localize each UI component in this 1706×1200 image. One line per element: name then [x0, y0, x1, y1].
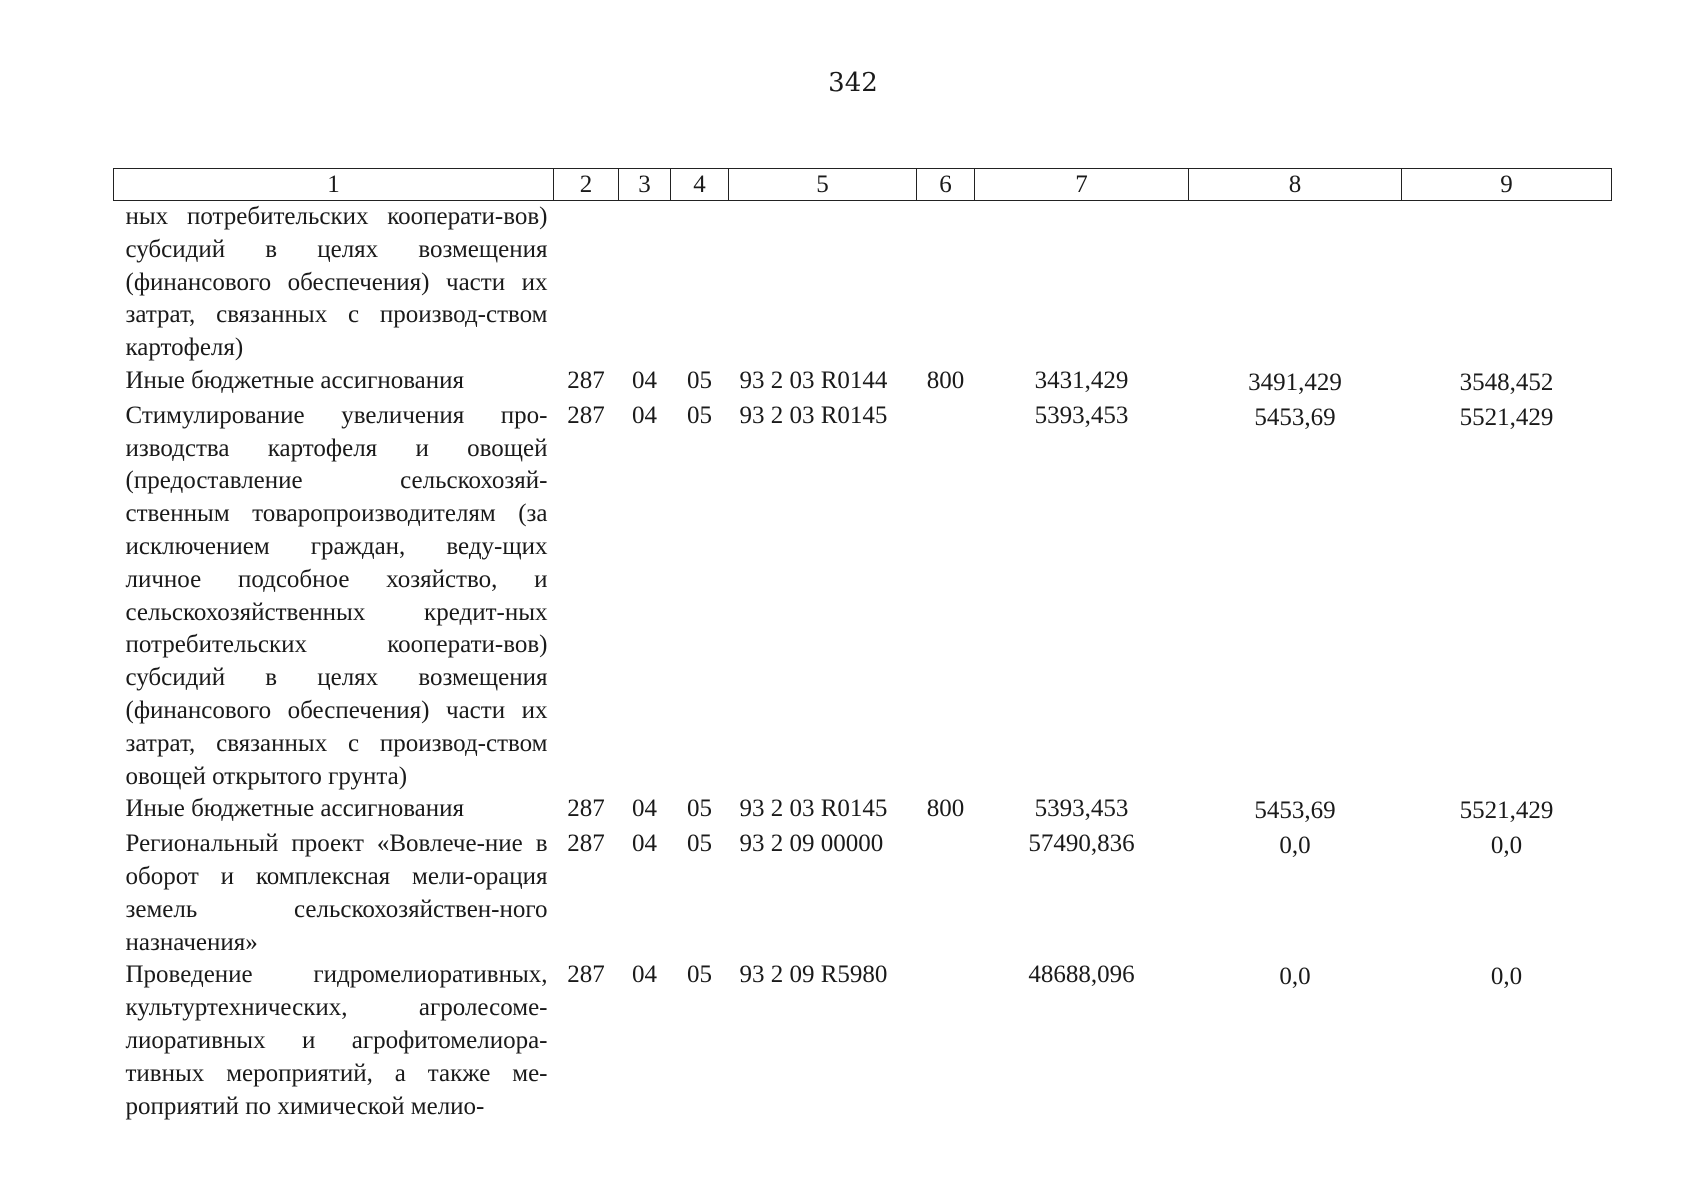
cell-col-7 [975, 201, 1189, 365]
cell-col-3: 04 [632, 830, 657, 858]
cell-col-5: 93 2 09 R5980 [739, 961, 888, 989]
cell-col-4 [671, 201, 729, 365]
row-name: Региональный проект «Вовлече-ние в оборот и комплексная мели-орация земель сельскохозяйствен-ного назначения» [125, 830, 548, 956]
row-name: ных потребительских кооперати-вов) субсидий в целях возмещения (финансового обеспечения) части их затрат, связанных с производ-ством картофеля) [125, 203, 548, 362]
cell-col-2: 287 [567, 961, 605, 989]
column-header-2: 2 [554, 169, 619, 201]
cell-col-4: 05 [687, 401, 712, 429]
cell-col-3 [619, 201, 671, 365]
column-header-8: 8 [1189, 169, 1402, 201]
cell-col-7: 5393,453 [1034, 401, 1129, 429]
budget-table [113, 168, 1612, 1123]
row-name: Иные бюджетные ассигнования [125, 795, 465, 823]
column-header-9: 9 [1402, 169, 1612, 201]
table-row [114, 828, 1612, 959]
cell-col-2: 287 [567, 795, 605, 823]
table-header [114, 169, 1612, 201]
cell-col-8: 0,0 [1279, 963, 1311, 991]
cell-col-8: 0,0 [1279, 832, 1311, 860]
cell-col-9: 5521,429 [1459, 797, 1554, 825]
column-header-7: 7 [975, 169, 1189, 201]
cell-col-3: 04 [632, 961, 657, 989]
row-name: Иные бюджетные ассигнования [125, 366, 465, 394]
cell-col-6: 800 [926, 795, 965, 823]
cell-col-6: 800 [926, 366, 965, 394]
cell-col-3: 04 [632, 366, 657, 394]
column-header-4: 4 [671, 169, 729, 201]
table-row [114, 400, 1612, 794]
cell-col-5: 93 2 03 R0144 [739, 366, 888, 394]
cell-col-3: 04 [632, 401, 657, 429]
cell-col-3: 04 [632, 795, 657, 823]
cell-col-2: 287 [567, 366, 605, 394]
column-header-3: 3 [619, 169, 671, 201]
row-name: Стимулирование увеличения про-изводства картофеля и овощей (предоставление сельскохозяй-ственным товаропроизводителям (за исключением граждан, веду-щих личное подсобное хозяйство, и сельскохозяйственных кредит-ных потребительских кооперати-вов) субсидий в целях возмещения (финансового обеспечения) части их затрат, связанных с производ-ством овощей открытого грунта) [125, 401, 548, 790]
table-row [114, 201, 1612, 365]
cell-col-4: 05 [687, 795, 712, 823]
table-row [114, 959, 1612, 1123]
cell-col-8: 5453,69 [1254, 403, 1336, 431]
cell-col-8: 5453,69 [1254, 797, 1336, 825]
cell-col-5: 93 2 03 R0145 [739, 401, 888, 429]
column-header-5: 5 [729, 169, 917, 201]
cell-col-9 [1402, 201, 1612, 365]
cell-col-5 [729, 201, 917, 365]
header-row [114, 169, 1612, 201]
cell-col-7: 3431,429 [1034, 366, 1129, 394]
cell-col-8 [1189, 201, 1402, 365]
page-number: 342 [828, 68, 878, 98]
cell-col-4: 05 [687, 366, 712, 394]
cell-col-2: 287 [567, 401, 605, 429]
cell-col-5: 93 2 09 00000 [739, 830, 884, 858]
column-header-6: 6 [917, 169, 975, 201]
row-name: Проведение гидромелиоративных, культуртехнических, агролесоме-лиоративных и агрофитомелиора-тивных мероприятий, а также ме-роприятий по химической мелио- [125, 961, 548, 1120]
cell-col-9: 5521,429 [1459, 403, 1554, 431]
cell-col-9: 3548,452 [1459, 368, 1554, 396]
table-row [114, 793, 1612, 828]
table-body [114, 201, 1612, 1124]
cell-col-2: 287 [567, 830, 605, 858]
cell-col-7: 48688,096 [1028, 961, 1135, 989]
table-row [114, 365, 1612, 400]
cell-col-7: 57490,836 [1028, 830, 1135, 858]
cell-col-4: 05 [687, 830, 712, 858]
column-header-1: 1 [114, 169, 554, 201]
cell-col-6 [917, 959, 975, 1123]
cell-col-8: 3491,429 [1248, 368, 1342, 396]
cell-col-9: 0,0 [1490, 963, 1523, 991]
cell-col-4: 05 [687, 961, 712, 989]
cell-col-6 [917, 201, 975, 365]
cell-col-6 [917, 400, 975, 794]
cell-col-5: 93 2 03 R0145 [739, 795, 888, 823]
cell-col-9: 0,0 [1490, 832, 1523, 860]
cell-col-6 [917, 828, 975, 959]
cell-col-2 [554, 201, 619, 365]
cell-col-7: 5393,453 [1034, 795, 1129, 823]
